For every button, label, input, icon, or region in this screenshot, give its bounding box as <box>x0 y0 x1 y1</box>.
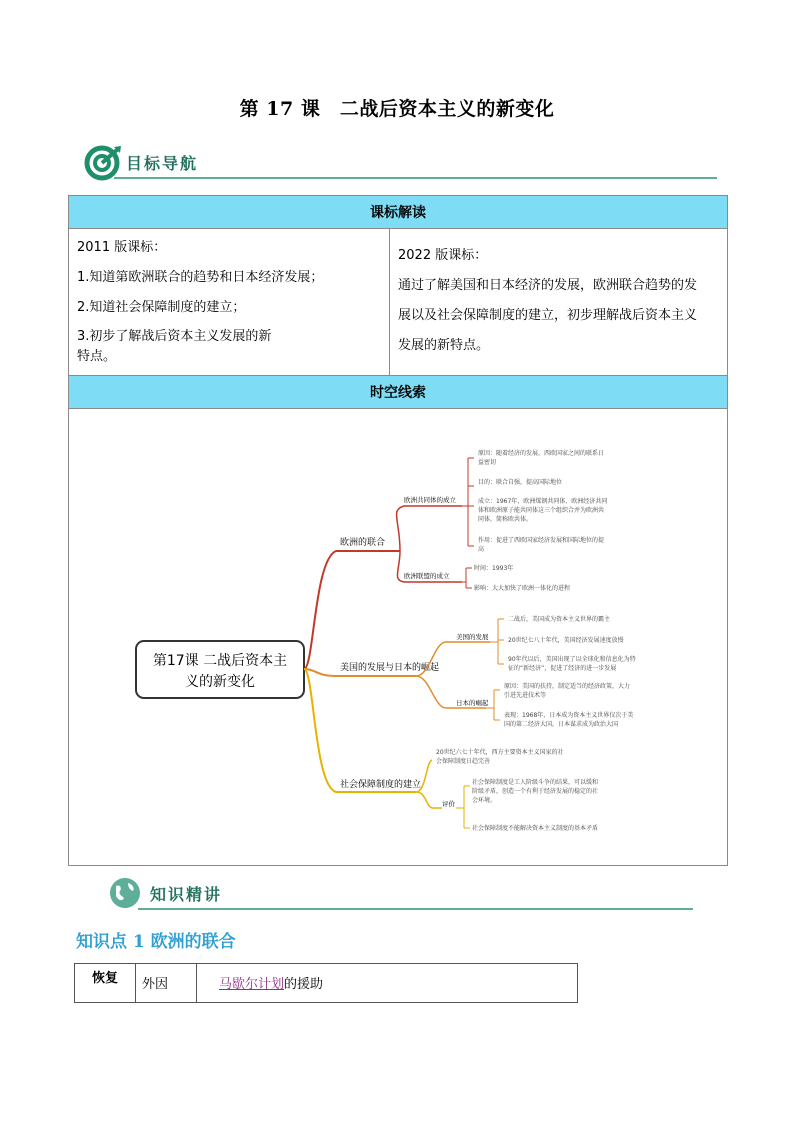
text-line: 特点。 <box>77 349 117 364</box>
target-icon <box>84 145 122 181</box>
leaf: 高 <box>478 546 485 553</box>
connector <box>490 619 504 664</box>
table-row <box>75 964 578 1003</box>
sub-eu: 欧洲联盟的成立 <box>404 572 450 580</box>
text-line: 2022 版课标： <box>398 248 488 263</box>
root-text: 第17课 二战后资本主 <box>152 653 288 669</box>
standards-table <box>68 195 728 866</box>
section-label: 知识精讲 <box>150 885 223 904</box>
connector <box>456 786 470 828</box>
band-standards: 课标解读 <box>69 196 728 229</box>
leaf: 社会保障制度不能解决资本主义制度的基本矛盾 <box>472 825 599 832</box>
section-divider <box>138 908 693 910</box>
text-line: 展以及社会保障制度的建立，初步理解战后资本主义 <box>398 308 698 323</box>
leaf: 目的：联合自强，提高国际地位 <box>478 479 563 486</box>
leaf: 会保障制度日趋完善 <box>436 758 491 765</box>
sub-japan: 日本的崛起 <box>456 699 489 707</box>
connector <box>304 669 416 792</box>
leaf: 时间：1993年 <box>474 565 514 572</box>
table-cell: 恢复 <box>75 964 136 1003</box>
section-header-knowledge <box>108 876 693 912</box>
connector <box>397 506 462 551</box>
leaf: 征的“新经济”，促进了经济的进一步发展 <box>508 665 617 672</box>
leaf: 社会保障制度是工人阶级斗争的结果，可以缓和 <box>472 779 599 786</box>
connector <box>304 551 400 669</box>
standards-2011 <box>69 229 390 376</box>
leaf: 会环境。 <box>472 797 497 804</box>
table-cell: 外因 <box>136 964 197 1003</box>
branch-europe: 欧洲的联合 <box>340 538 386 548</box>
knowledge-table <box>74 963 578 1003</box>
leaf: 90年代以后，美国出现了以全球化和信息化为特 <box>508 656 636 663</box>
leaf: 国的第二经济大国，日本谋求成为政治大国 <box>504 721 619 728</box>
leaf: 二战后，美国成为资本主义世界的霸主 <box>508 616 611 623</box>
text-line: 2.知道社会保障制度的建立； <box>77 300 246 315</box>
knowledge-point-title: 知识点 1 欧洲的联合 <box>76 932 236 952</box>
leaf: 成立：1967年，欧洲煤钢共同体、欧洲经济共同 <box>478 498 608 505</box>
sub-evaluation: 评价 <box>442 800 455 808</box>
globe-icon <box>108 876 142 910</box>
connector <box>462 458 474 546</box>
mindmap <box>70 410 726 864</box>
table-cell <box>197 964 578 1003</box>
cell-text: 的援助 <box>284 977 324 992</box>
root-text: 义的新变化 <box>185 674 255 690</box>
leaf: 20世纪六七十年代，西方主要资本主义国家的社 <box>436 749 564 756</box>
leaf: 作用：促进了西欧国家经济发展和国际地位的提 <box>478 537 605 544</box>
text-line: 1.知道第欧洲联合的趋势和日本经济发展； <box>77 270 324 285</box>
text-line: 3.初步了解战后资本主义发展的新 <box>77 329 272 344</box>
leaf: 原因：美国的扶持，制定适当的经济政策，大力 <box>504 683 631 690</box>
section-label: 目标导航 <box>126 154 199 173</box>
standards-2022 <box>390 229 728 376</box>
leaf: 益密切 <box>478 459 497 466</box>
page-title: 第 17 课 二战后资本主义的新变化 <box>239 98 555 120</box>
leaf: 影响：大大加快了欧洲一体化的进程 <box>474 585 571 592</box>
leaf: 表现：1968年，日本成为资本主义世界仅次于美 <box>504 712 634 719</box>
connector <box>462 568 472 588</box>
sub-us: 美国的发展 <box>456 633 489 641</box>
marshall-plan-link[interactable]: 马歇尔计划 <box>219 977 285 992</box>
leaf: 20世纪七八十年代，美国经济发展速度放慢 <box>508 637 624 644</box>
band-timeline: 时空线索 <box>69 376 728 409</box>
leaf: 体和欧洲原子能共同体这三个组织合并为欧洲共 <box>478 507 605 514</box>
mindmap-cell <box>69 409 728 866</box>
branch-social-security: 社会保障制度的建立 <box>340 780 422 790</box>
leaf: 引进先进技术等 <box>504 692 547 699</box>
branch-us-japan: 美国的发展与日本的崛起 <box>340 663 440 673</box>
text-line: 2011 版课标： <box>77 240 167 255</box>
section-divider <box>114 177 717 179</box>
text-line: 通过了解美国和日本经济的发展，欧洲联合趋势的发 <box>398 278 698 293</box>
section-header-target <box>84 145 717 181</box>
text-line: 发展的新特点。 <box>398 338 490 353</box>
leaf: 原因：随着经济的发展，西欧国家之间的联系日 <box>478 450 605 457</box>
sub-ec: 欧洲共同体的成立 <box>404 496 456 504</box>
leaf: 阶级矛盾，创造一个有利于经济发展的稳定的社 <box>472 788 599 795</box>
leaf: 同体，简称欧共体。 <box>478 516 533 523</box>
